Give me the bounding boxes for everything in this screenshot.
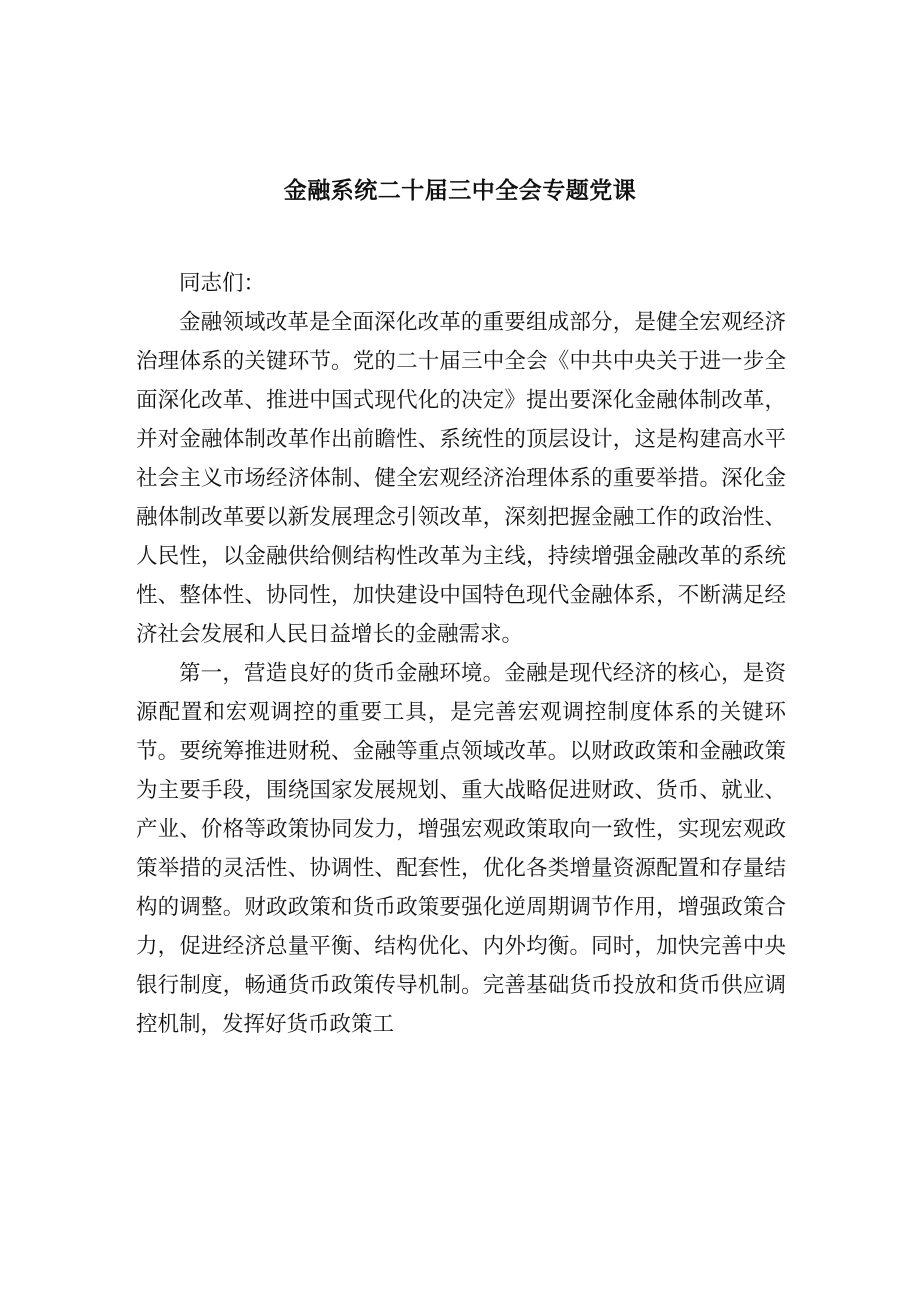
- document-title: 金融系统二十届三中全会专题党课: [283, 178, 637, 204]
- paragraph-intro: 金融领域改革是全面深化改革的重要组成部分，是健全宏观经济治理体系的关键环节。党的二十届三中全会《中共中央关于进一步全面深化改革、推进中国式现代化的决定》提出要深化金融体制改革，并对金融体制改革作出前瞻性、系统性的顶层设计，这是构建高水平社会主义市场经济体制、健全宏观经济治理体系的重要举措。深化金融体制改革要以新发展理念引领改革，深刻把握金融工作的政治性、人民性，以金融供给侧结构性改革为主线，持续增强金融改革的系统性、整体性、协同性，加快建设中国特色现代金融体系，不断满足经济社会发展和人民日益增长的金融需求。: [136, 310, 786, 647]
- salutation: 同志们：: [179, 271, 266, 296]
- document-body: [136, 264, 786, 1044]
- paragraph-first-point: 第一，营造良好的货币金融环境。金融是现代经济的核心，是资源配置和宏观调控的重要工具，是完善宏观调控制度体系的关键环节。要统筹推进财税、金融等重点领域改革。以财政政策和金融政策为主要手段，围绕国家发展规划、重大战略促进财政、货币、就业、产业、价格等政策协同发力，增强宏观政策取向一致性，实现宏观政策举措的灵活性、协调性、配套性，优化各类增量资源配置和存量结构的调整。财政政策和货币政策要强化逆周期调节作用，增强政策合力，促进经济总量平衡、结构优化、内外均衡。同时，加快完善中央银行制度，畅通货币政策传导机制。完善基础货币投放和货币供应调控机制，发挥好货币政策工: [136, 661, 786, 1037]
